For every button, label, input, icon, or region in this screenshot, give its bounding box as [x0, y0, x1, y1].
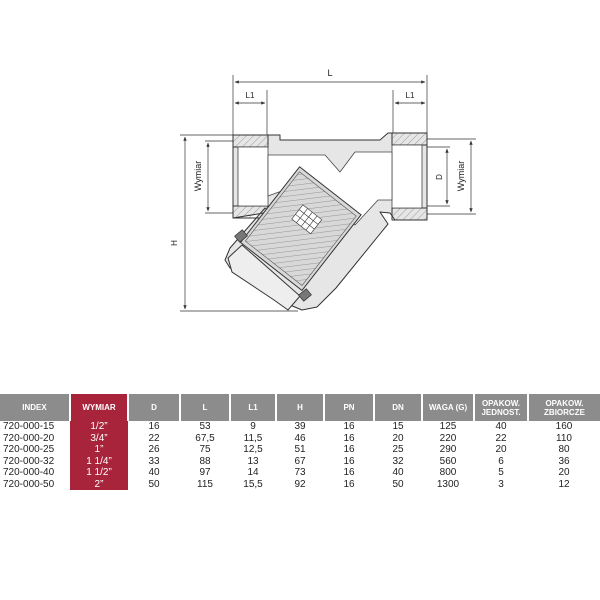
col-header-opak-zbiorcze [528, 394, 600, 421]
cell-d: 50 [148, 478, 160, 490]
cell-opak-zbiorcze: 36 [558, 455, 570, 467]
header-line: OPAKOW. [545, 398, 584, 408]
cell-l: 75 [199, 444, 211, 456]
cell-h: 51 [294, 444, 306, 456]
cell-index: 720-000-40 [3, 467, 55, 479]
dim-label-L1-right: L1 [405, 91, 415, 100]
cell-opak-jednost: 6 [498, 455, 504, 467]
cell-waga: 560 [439, 455, 457, 467]
cell-waga: 290 [439, 444, 457, 456]
cell-index: 720-000-15 [3, 421, 55, 433]
cell-waga: 800 [439, 467, 457, 479]
dim-label-H: H [170, 240, 179, 246]
cell-opak-zbiorcze: 160 [555, 421, 573, 433]
cell-dn: 25 [392, 444, 404, 456]
table-row [0, 467, 600, 479]
cell-l: 67,5 [195, 432, 215, 444]
header-line: ZBIORCZE [544, 407, 585, 417]
cell-wymiar: 1 1/2” [70, 467, 128, 479]
cell-pn: 16 [343, 432, 355, 444]
cell-pn: 16 [343, 421, 355, 433]
cell-d: 22 [148, 432, 160, 444]
cell-opak-jednost: 3 [498, 478, 504, 490]
col-header-l1: L1 [230, 394, 276, 421]
cell-l1: 11,5 [243, 432, 263, 444]
dim-label-wymiar-right: Wymiar [456, 160, 466, 192]
cell-waga: 1300 [436, 478, 460, 490]
cell-opak-jednost: 40 [495, 421, 507, 433]
cell-l1: 12,5 [243, 444, 263, 456]
cell-l: 115 [197, 478, 213, 490]
col-header-h: H [276, 394, 324, 421]
cell-pn: 16 [343, 455, 355, 467]
header-line: JEDNOST. [481, 407, 521, 417]
table-row [0, 421, 600, 433]
col-header-pn: PN [324, 394, 374, 421]
table-row [0, 433, 600, 445]
header-line: OPAKOW. [481, 398, 521, 408]
cell-index: 720-000-25 [3, 444, 55, 456]
dim-label-D: D [435, 174, 444, 180]
cell-dn: 20 [392, 432, 404, 444]
cell-l: 97 [199, 467, 211, 479]
col-header-opak-jednost [474, 394, 528, 421]
cell-dn: 50 [392, 478, 404, 490]
cell-d: 26 [148, 444, 160, 456]
cell-d: 16 [148, 421, 160, 433]
cell-opak-zbiorcze: 110 [556, 432, 572, 444]
cell-l1: 13 [247, 455, 259, 467]
table-body [0, 421, 600, 490]
cell-l: 88 [199, 455, 211, 467]
cell-opak-zbiorcze: 20 [558, 467, 570, 479]
col-header-index: INDEX [0, 394, 70, 421]
cell-h: 67 [294, 455, 306, 467]
table-row [0, 444, 600, 456]
cell-h: 73 [294, 467, 306, 479]
cell-l1: 14 [247, 467, 259, 479]
col-header-waga: WAGA (G) [422, 394, 474, 421]
cell-pn: 16 [343, 478, 355, 490]
cell-h: 39 [294, 421, 306, 433]
col-header-d: D [128, 394, 180, 421]
cell-pn: 16 [343, 467, 355, 479]
cell-dn: 32 [392, 455, 404, 467]
table-row [0, 456, 600, 468]
cell-opak-jednost: 20 [495, 444, 507, 456]
dim-label-wymiar-left: Wymiar [193, 160, 203, 192]
cell-wymiar: 1 1/4” [70, 456, 128, 468]
table-row [0, 479, 600, 491]
cell-waga: 125 [439, 421, 457, 433]
cell-opak-zbiorcze: 12 [558, 478, 570, 490]
cell-dn: 40 [392, 467, 404, 479]
cell-waga: 220 [439, 432, 457, 444]
cell-dn: 15 [392, 421, 404, 433]
cell-d: 33 [148, 455, 160, 467]
cell-wymiar: 1” [70, 444, 128, 456]
col-header-l: L [180, 394, 230, 421]
cell-l1: 15,5 [243, 478, 263, 490]
cell-wymiar: 3/4” [70, 433, 128, 445]
dimension-wymiar-left [205, 141, 233, 213]
cell-opak-jednost: 5 [498, 467, 504, 479]
dim-label-L1-left: L1 [245, 91, 255, 100]
dimension-L [233, 75, 427, 138]
cell-index: 720-000-50 [3, 478, 55, 490]
table-header-row [0, 394, 600, 421]
cell-d: 40 [148, 467, 160, 479]
cell-h: 92 [294, 478, 306, 490]
cell-opak-zbiorcze: 80 [558, 444, 570, 456]
col-header-dn: DN [374, 394, 422, 421]
cell-opak-jednost: 22 [495, 432, 507, 444]
cell-l: 53 [199, 421, 211, 433]
cell-h: 46 [294, 432, 306, 444]
dim-label-L: L [327, 68, 333, 78]
cell-pn: 16 [343, 444, 355, 456]
col-header-wymiar: WYMIAR [70, 394, 128, 421]
cell-l1: 9 [250, 421, 256, 433]
specification-table [0, 394, 600, 490]
cell-index: 720-000-20 [3, 432, 55, 444]
cell-index: 720-000-32 [3, 455, 55, 467]
cell-wymiar: 2” [70, 479, 128, 491]
cell-wymiar: 1/2” [70, 421, 128, 433]
